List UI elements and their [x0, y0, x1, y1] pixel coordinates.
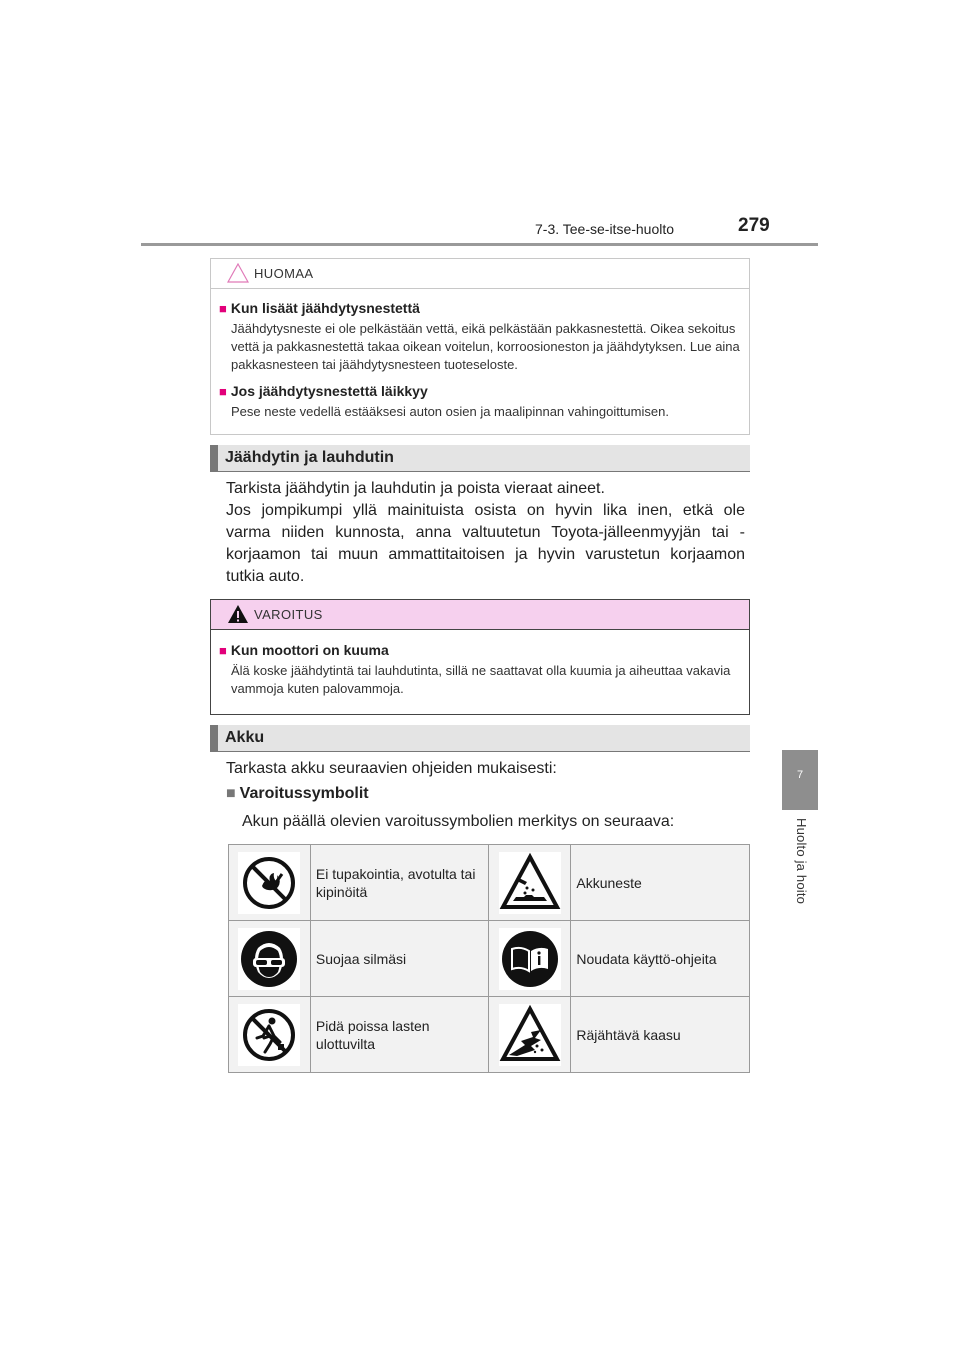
symbol-label: Pidä poissa lasten ulottuvilta [310, 997, 489, 1073]
warning-box-title: VAROITUS [254, 607, 323, 622]
chapter-label: Huolto ja hoito [794, 818, 809, 905]
header-rule [141, 243, 818, 246]
warning-box-header [211, 600, 749, 630]
warning-triangle-icon [227, 604, 249, 624]
eye-protection-icon [238, 928, 300, 990]
section-heading-radiator: Jäähdytin ja lauhdutin [210, 445, 750, 471]
header-section: 7-3. Tee-se-itse-huolto [535, 221, 675, 237]
notice-box-header [211, 259, 749, 289]
section-rule [210, 751, 750, 752]
warning-item-title: ■ Kun moottori on kuuma [219, 642, 389, 658]
explosive-gas-icon [499, 1004, 561, 1066]
notice-item-title: ■ Kun lisäät jäähdytysnestettä [219, 300, 420, 316]
table-row [229, 845, 750, 921]
notice-item-text: Pese neste vedellä estääksesi auton osien ja maalipinnan vahingoittumisen. [231, 404, 669, 419]
notice-item-title: ■ Jos jäähdytysnestettä läikkyy [219, 383, 428, 399]
notice-item-text: Jäähdytysneste ei ole pelkästään vettä, eikä pelkästään pakkasnestettä. Oikea sekoitus vettä ja pakkasnestettä takaa oikean voitelun, korroosioneston ja jäähdytyksen. Lue aina pakkasnesteen tai jäähdytysnesteen tuoteseloste. [231, 321, 740, 372]
notice-box [210, 258, 750, 435]
section-rule [210, 471, 750, 472]
symbol-label: Räjähtävä kaasu [571, 997, 750, 1073]
warning-item-text: Älä koske jäähdytintä tai lauhdutinta, sillä ne saattavat olla kuumia ja aiheuttaa vakavia vammoja kuten palovammoja. [231, 663, 731, 696]
symbol-label: Suojaa silmäsi [310, 921, 489, 997]
symbols-table [228, 844, 750, 1073]
keep-from-children-icon [238, 1004, 300, 1066]
section-heading-battery: Akku [210, 725, 750, 751]
notice-box-title: HUOMAA [254, 266, 314, 281]
page-number: 279 [738, 215, 770, 236]
bullet-warning-symbols: ■ Varoitussymbolit [226, 785, 369, 802]
table-row [229, 921, 750, 997]
battery-acid-icon [499, 852, 561, 914]
bullet-text: Akun päällä olevien varoitussymbolien merkitys on seuraava: [242, 813, 675, 830]
warning-box [210, 599, 750, 715]
battery-intro: Tarkasta akku seuraavien ohjeiden mukaisesti: [226, 760, 557, 777]
table-row [229, 997, 750, 1073]
paragraph-line: tutkia auto. [226, 568, 305, 585]
symbol-label: Noudata käyttö-ohjeita [571, 921, 750, 997]
chapter-tab[interactable]: 7 [782, 750, 818, 810]
radiator-paragraph [226, 478, 745, 588]
paragraph-line: Tarkista jäähdytin ja lauhdutin ja poista vieraat aineet. [226, 480, 605, 497]
read-manual-icon [499, 928, 561, 990]
paragraph-line: Jos jompikumpi yllä mainituista osista on hyvin lika inen, etkä ole [226, 502, 745, 519]
no-smoking-icon [238, 852, 300, 914]
paragraph-line: korjaamon tai muun ammattitaitoisen ja hyvin varustetun korjaamon [226, 546, 745, 563]
symbol-label: Akkuneste [571, 845, 750, 921]
symbol-label: Ei tupakointia, avotulta tai kipinöitä [310, 845, 489, 921]
caution-triangle-icon [227, 263, 249, 283]
paragraph-line: varma niiden kunnosta, anna valtuutetun Toyota-jälleenmyyjän tai - [226, 524, 745, 541]
